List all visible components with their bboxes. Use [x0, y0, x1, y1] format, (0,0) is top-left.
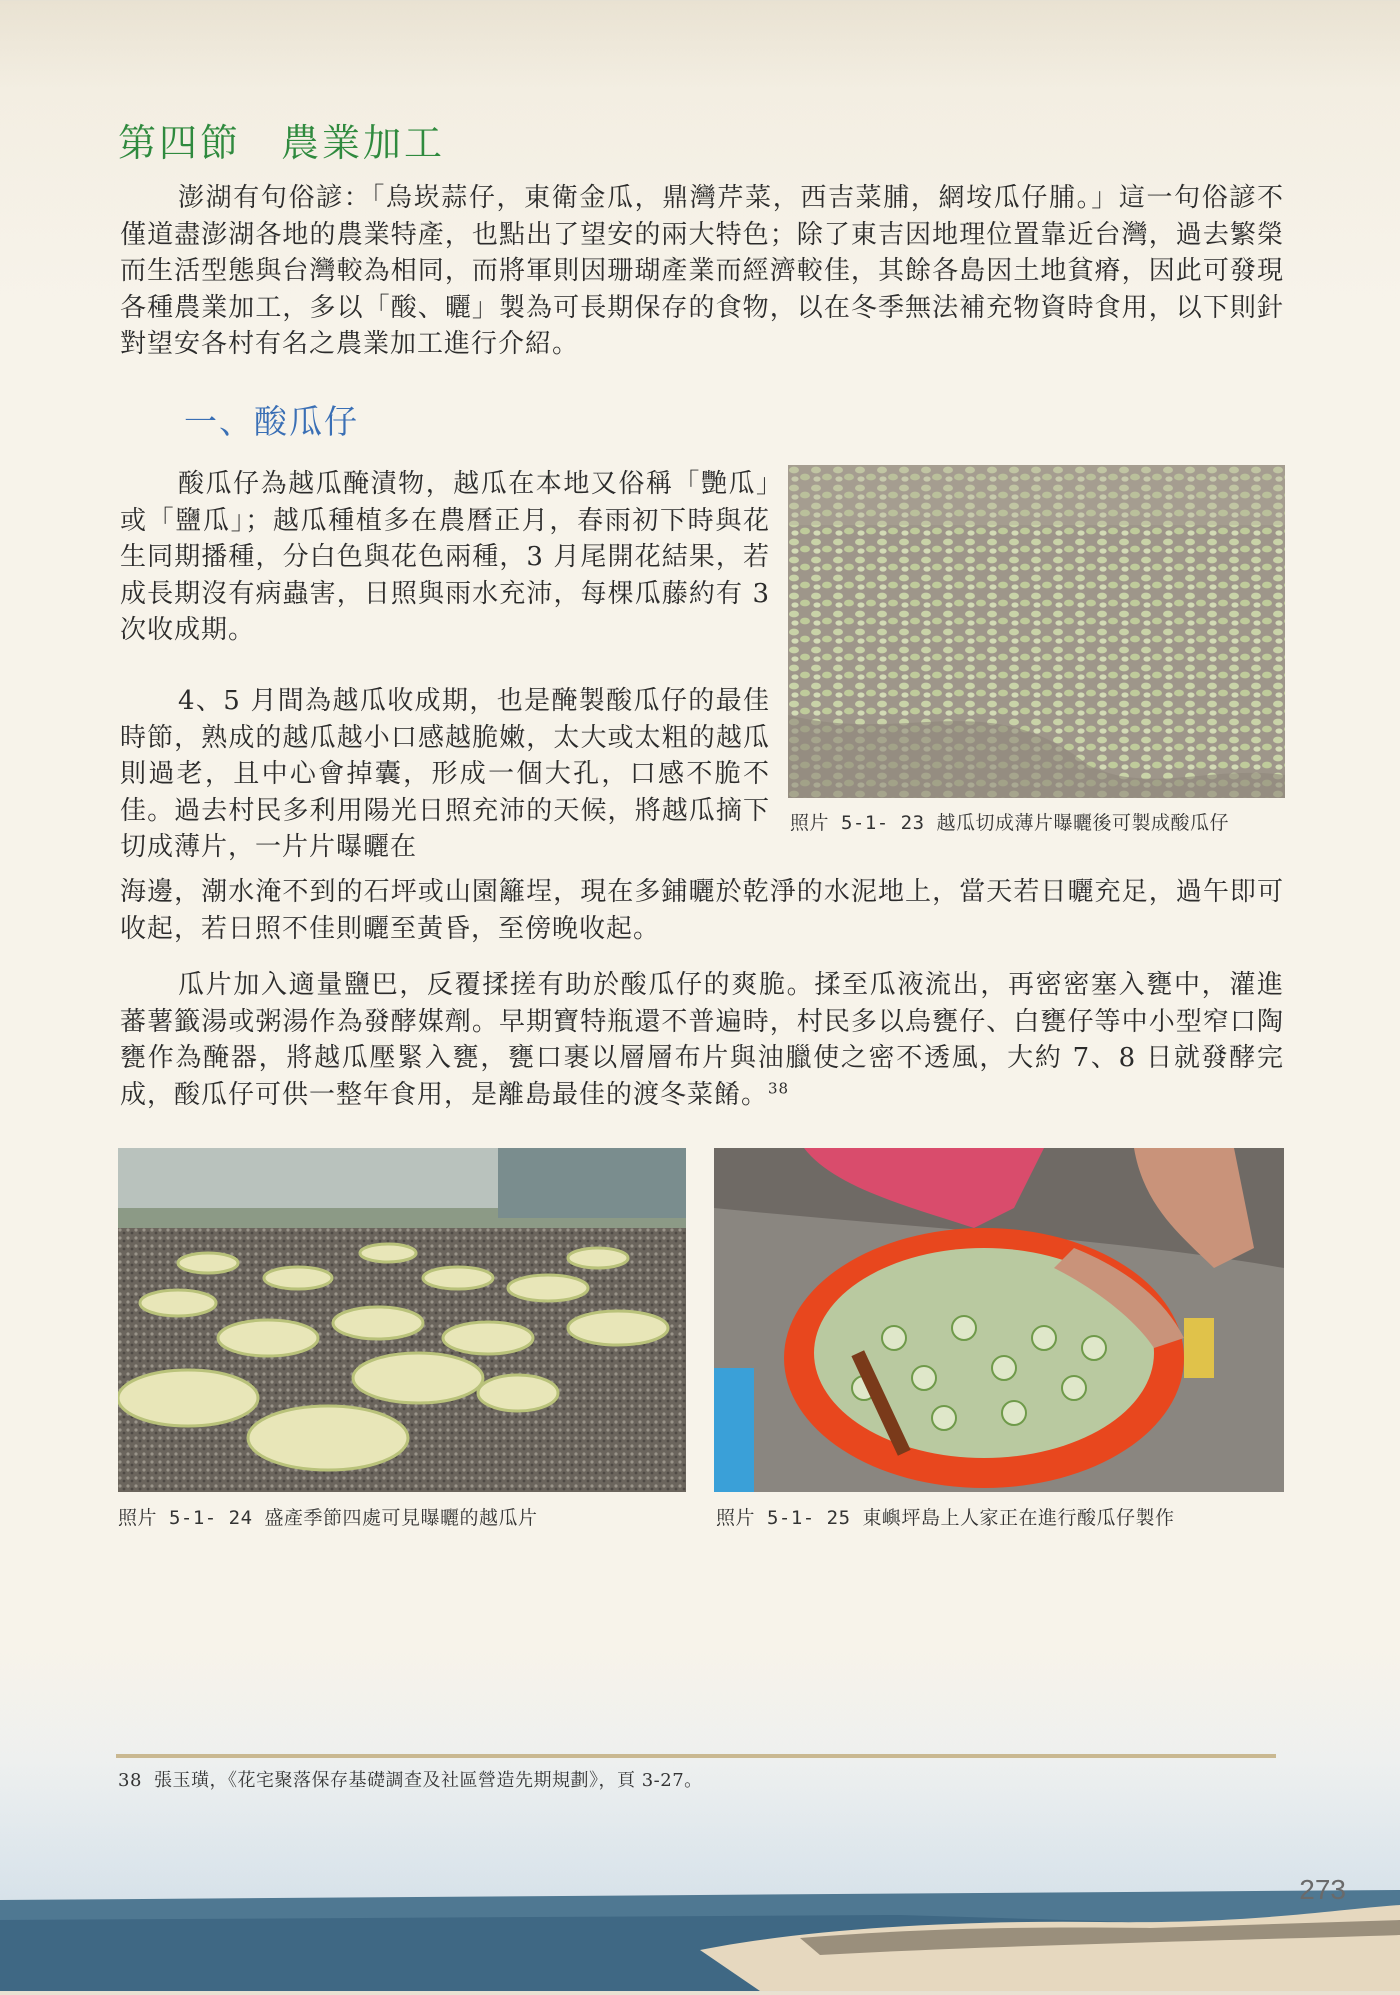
footnote-divider	[116, 1754, 1276, 1758]
photo-preparing-pickles	[714, 1148, 1284, 1492]
section-title-name: 農業加工	[281, 121, 446, 165]
section-title-label: 第四節	[118, 121, 242, 165]
photo-2-caption: 照片 5-1- 24 盛產季節四處可見曝曬的越瓜片	[118, 1507, 538, 1529]
intro-paragraph: 澎湖有句俗諺：「烏崁蒜仔，東衛金瓜，鼎灣芹菜，西吉菜脯，網垵瓜仔脯。」這一句俗諺不僅道盡澎湖各地的農業特產，也點出了望安的兩大特色；除了東吉因地理位置靠近台灣，過去繁榮而生活型態與台灣較為相同，而將軍則因珊瑚產業而經濟較佳，其餘各島因土地貧瘠，因此可發現各種農業加工，多以「酸、曬」製為可長期保存的食物，以在冬季無法補充物資時食用，以下則針對望安各村有名之農業加工進行介紹。	[120, 183, 1284, 359]
footnote-number: 38	[118, 1770, 142, 1791]
paragraph-3-text: 瓜片加入適量鹽巴，反覆揉搓有助於酸瓜仔的爽脆。揉至瓜液流出，再密密塞入甕中，灌進蕃薯籤湯或粥湯作為發酵媒劑。早期寶特瓶還不普遍時，村民多以烏甕仔、白甕仔等中小型窄口陶甕作為醃器，將越瓜壓緊入甕，甕口裹以層層布片與油臘使之密不透風，大約 7、8 日就發酵完成，酸瓜仔可供一整年食用，是離島最佳的渡冬菜餚。	[120, 970, 1284, 1110]
page-number: 273	[1299, 1874, 1346, 1905]
photo-cucumber-slices-on-gravel	[118, 1148, 686, 1492]
paragraph-2-part-b: 海邊，潮水淹不到的石坪或山園籬埕，現在多鋪曬於乾淨的水泥地上，當天若日曬充足，過午即可收起，若日照不佳則曬至黃昏，至傍晚收起。	[120, 877, 1284, 944]
paragraph-3	[120, 967, 1284, 1113]
footnote-text: 張玉璜，《花宅聚落保存基礎調查及社區營造先期規劃》，頁 3-27。	[154, 1770, 703, 1791]
photo-drying-cucumber-slices	[788, 465, 1285, 798]
section-title	[118, 112, 445, 167]
paragraph-2-part-a: 4、5 月間為越瓜收成期，也是醃製酸瓜仔的最佳時節，熟成的越瓜越小口感越脆嫩，太大或太粗的越瓜則過老，且中心會掉囊，形成一個大孔，口感不脆不佳。過去村民多利用陽光日照充沛的天候，將越瓜摘下切成薄片，一片片曝曬在	[120, 686, 770, 862]
footnote	[118, 1766, 703, 1792]
footnote-reference: 38	[768, 1078, 790, 1097]
photo-3-caption: 照片 5-1- 25 東嶼坪島上人家正在進行酸瓜仔製作	[716, 1507, 1175, 1529]
coastline-decoration	[0, 1860, 1400, 1991]
subsection-heading: 一、酸瓜仔	[184, 402, 359, 441]
paragraph-1: 酸瓜仔為越瓜醃漬物，越瓜在本地又俗稱「艷瓜」或「鹽瓜」；越瓜種植多在農曆正月，春雨初下時與花生同期播種，分白色與花色兩種，3 月尾開花結果，若成長期沒有病蟲害，日照與雨水充沛，每棵瓜藤約有 3 次收成期。	[120, 469, 770, 645]
photo-1-caption: 照片 5-1- 23 越瓜切成薄片曝曬後可製成酸瓜仔	[790, 812, 1229, 834]
